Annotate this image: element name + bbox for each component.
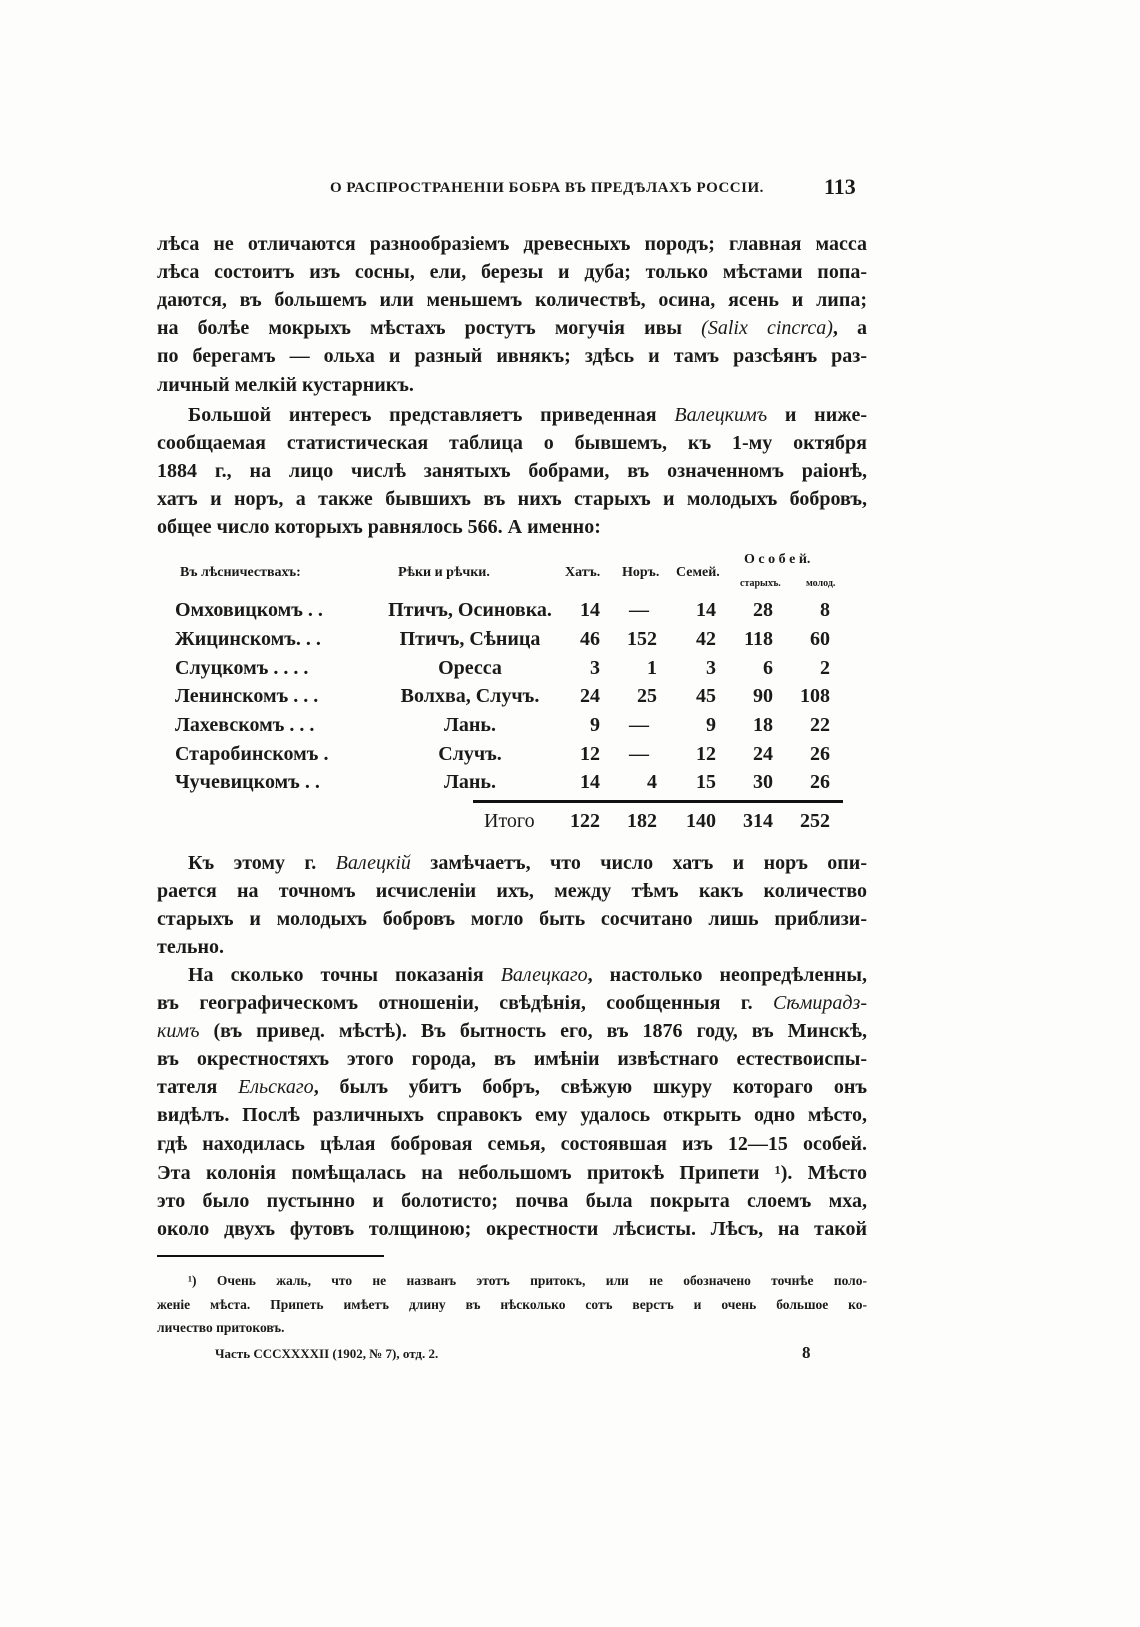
total-value: 182 [627, 810, 657, 832]
table-cell: 26 [810, 771, 830, 793]
header-old: старыхъ. [740, 578, 781, 589]
river-name: Случъ. [438, 743, 502, 765]
table-cell: 24 [753, 743, 773, 765]
river-name: Лань. [443, 714, 496, 736]
text-segment: даются, въ большемъ или меньшемъ количествѣ, осина, ясень и липа; [157, 289, 867, 311]
table-cell: 26 [810, 743, 830, 765]
table-cell: 2 [820, 657, 830, 679]
total-rule [473, 800, 843, 803]
text-line [157, 259, 867, 285]
table-cell: 12 [580, 743, 600, 765]
text-line [157, 430, 867, 456]
text-line [157, 1018, 867, 1044]
text-line [157, 934, 867, 960]
italic-name: Ельскаго [238, 1076, 314, 1098]
italic-name: Сѣмирадз- [772, 992, 867, 1014]
text-segment: сообщаемая статистическая таблица о бывшемъ, къ 1-му октября [157, 432, 867, 454]
header-forestry: Въ лѣсничествахъ: [180, 565, 301, 580]
text-segment: общее число которыхъ равнялось 566. А именно: [157, 516, 601, 538]
running-title: О РАСПРОСТРАНЕНІИ БОБРА ВЪ ПРЕДѢЛАХЪ РОССІИ. [330, 180, 764, 196]
text-segment: , былъ убитъ бобръ, свѣжую шкуру котораго онъ [313, 1076, 868, 1098]
header-rivers: Рѣки и рѣчки. [398, 565, 490, 580]
footnote-rule [157, 1255, 384, 1257]
text-line [157, 1102, 867, 1128]
forestry-name: Слуцкомъ . . . . [175, 657, 309, 679]
header-young: молод. [806, 578, 836, 589]
table-cell: — [629, 714, 649, 736]
table-cell: 6 [763, 657, 773, 679]
table-cell: 22 [810, 714, 830, 736]
text-segment: рается на точномъ исчисленіи ихъ, между тѣмъ какъ количество [157, 880, 867, 902]
total-value: 252 [800, 810, 830, 832]
text-line [157, 514, 867, 540]
table-cell: — [629, 743, 649, 765]
total-value: 140 [686, 810, 716, 832]
text-segment: Эта колонія помѣщалась на небольшомъ притокѣ Припети ¹). Мѣсто [157, 1162, 867, 1184]
page-number: 113 [824, 174, 856, 199]
text-line [157, 990, 867, 1016]
river-name: Птичъ, Осиновка. [388, 599, 552, 621]
total-value: 122 [570, 810, 600, 832]
italic-name: (Salix cincrca) [701, 317, 833, 339]
river-name: Волхва, Случъ. [400, 685, 540, 707]
text-line [157, 1074, 867, 1100]
table-cell: 3 [706, 657, 716, 679]
text-segment: тельно. [157, 936, 225, 958]
forestry-name: Жицинскомъ. . . [175, 628, 321, 650]
text-segment: въ окрестностяхъ этого города, въ имѣніи извѣстнаго естествоиспы- [157, 1048, 867, 1070]
table-cell: 45 [696, 685, 716, 707]
table-cell: 9 [706, 714, 716, 736]
forestry-name: Омховицкомъ . . [175, 599, 323, 621]
text-line [157, 1188, 867, 1214]
table-cell: 14 [580, 771, 600, 793]
table-cell: 46 [580, 628, 600, 650]
river-name: Птичъ, Сѣница [399, 628, 541, 650]
text-segment: на болѣе мокрыхъ мѣстахъ ростутъ могучія ивы [157, 317, 702, 339]
text-line [157, 906, 867, 932]
text-segment: это было пустынно и болотисто; почва была покрыта слоемъ мха, [157, 1190, 867, 1212]
table-cell: 118 [744, 628, 773, 650]
text-segment: лѣса не отличаются разнообразіемъ древесныхъ породъ; главная масса [157, 233, 867, 255]
total-label: Итого [484, 810, 535, 832]
footnote-line: женіе мѣста. Припеть имѣетъ длину въ нѣсколько сотъ верстъ и очень большое ко- [157, 1297, 867, 1312]
river-name: Лань. [443, 771, 496, 793]
table-cell: 60 [810, 628, 830, 650]
table-cell: — [629, 599, 649, 621]
text-line [157, 287, 867, 313]
text-segment: въ географическомъ отношеніи, свѣдѣнія, сообщенныя г. [157, 992, 773, 1014]
italic-name: кимъ [157, 1020, 200, 1042]
text-line [157, 1216, 867, 1242]
text-segment: около двухъ футовъ толщиною; окрестности лѣсисты. Лѣсъ, на такой [157, 1218, 867, 1240]
text-line [157, 1046, 867, 1072]
table-cell: 4 [647, 771, 657, 793]
signature-sheet: 8 [802, 1343, 811, 1362]
river-name: Оресса [438, 657, 502, 679]
header-huts: Хатъ. [565, 565, 601, 580]
text-line [157, 1160, 867, 1186]
forestry-name: Лахевскомъ . . . [175, 714, 315, 736]
text-segment: На сколько точны показанія [188, 964, 501, 986]
text-line [157, 878, 867, 904]
italic-name: Валецкаго [500, 964, 588, 986]
footnote-line: личество притоковъ. [157, 1320, 285, 1335]
table-cell: 152 [627, 628, 657, 650]
text-line [188, 962, 867, 988]
header-individuals: О с о б е й. [744, 552, 811, 567]
text-segment: старыхъ и молодыхъ бобровъ могло быть сосчитано лишь приблизи- [157, 908, 867, 930]
text-segment: Къ этому г. [188, 852, 336, 874]
text-segment: замѣчаетъ, что число хатъ и норъ опи- [410, 852, 867, 874]
text-line [157, 231, 867, 257]
table-cell: 108 [800, 685, 830, 707]
header-burrows: Норъ. [622, 565, 660, 580]
text-line [188, 850, 867, 876]
text-segment: , настолько неопредѣленны, [587, 964, 867, 986]
forestry-name: Старобинскомъ . [175, 743, 329, 765]
italic-name: Валецкій [335, 852, 411, 874]
table-cell: 8 [820, 599, 830, 621]
text-segment: тателя [157, 1076, 239, 1098]
header-families: Семей. [676, 565, 720, 580]
text-segment: личный мелкій кустарникъ. [157, 374, 414, 396]
text-line [188, 402, 867, 428]
text-segment: лѣса состоитъ изъ сосны, ели, березы и дуба; только мѣстами попа- [157, 261, 867, 283]
text-segment: видѣлъ. Послѣ различныхъ справокъ ему удалось открыть одно мѣсто, [157, 1104, 867, 1126]
text-segment: , а [832, 317, 868, 339]
table-cell: 18 [753, 714, 773, 736]
forestry-name: Ленинскомъ . . . [175, 685, 319, 707]
table-cell: 12 [696, 743, 716, 765]
table-cell: 9 [590, 714, 600, 736]
table-cell: 42 [696, 628, 716, 650]
table-cell: 25 [637, 685, 657, 707]
table-cell: 3 [590, 657, 600, 679]
table-cell: 14 [580, 599, 600, 621]
text-segment: гдѣ находилась цѣлая бобровая семья, состоявшая изъ 12—15 особей. [157, 1133, 867, 1155]
total-value: 314 [743, 810, 773, 832]
text-line [157, 372, 867, 398]
text-segment: (въ привед. мѣстѣ). Въ бытность его, въ 1876 году, въ Минскѣ, [199, 1020, 867, 1042]
text-segment: и ниже- [767, 404, 867, 426]
footnote-line: ¹) Очень жаль, что не названъ этотъ притокъ, или не обозначено точнѣе поло- [188, 1273, 867, 1288]
table-cell: 15 [696, 771, 716, 793]
text-line [157, 486, 867, 512]
text-line [157, 315, 867, 341]
text-line [157, 1131, 867, 1157]
text-segment: Большой интересъ представляетъ приведенная [188, 404, 675, 426]
table-cell: 14 [696, 599, 716, 621]
signature-part: Часть CCCXXXXII (1902, № 7), отд. 2. [215, 1346, 439, 1361]
table-cell: 28 [753, 599, 773, 621]
table-cell: 24 [580, 685, 600, 707]
table-cell: 90 [753, 685, 773, 707]
text-segment: по берегамъ — ольха и разный ивнякъ; здѣсь и тамъ разсѣянъ раз- [157, 345, 867, 367]
text-segment: 1884 г., на лицо числѣ занятыхъ бобрами, въ означенномъ раіонѣ, [157, 460, 867, 482]
text-line [157, 343, 867, 369]
table-cell: 30 [753, 771, 773, 793]
table-cell: 1 [647, 657, 657, 679]
italic-name: Валецкимъ [674, 404, 768, 426]
forestry-name: Чучевицкомъ . . [175, 771, 320, 793]
text-line [157, 458, 867, 484]
text-segment: хатъ и норъ, а также бывшихъ въ нихъ старыхъ и молодыхъ бобровъ, [157, 488, 867, 510]
